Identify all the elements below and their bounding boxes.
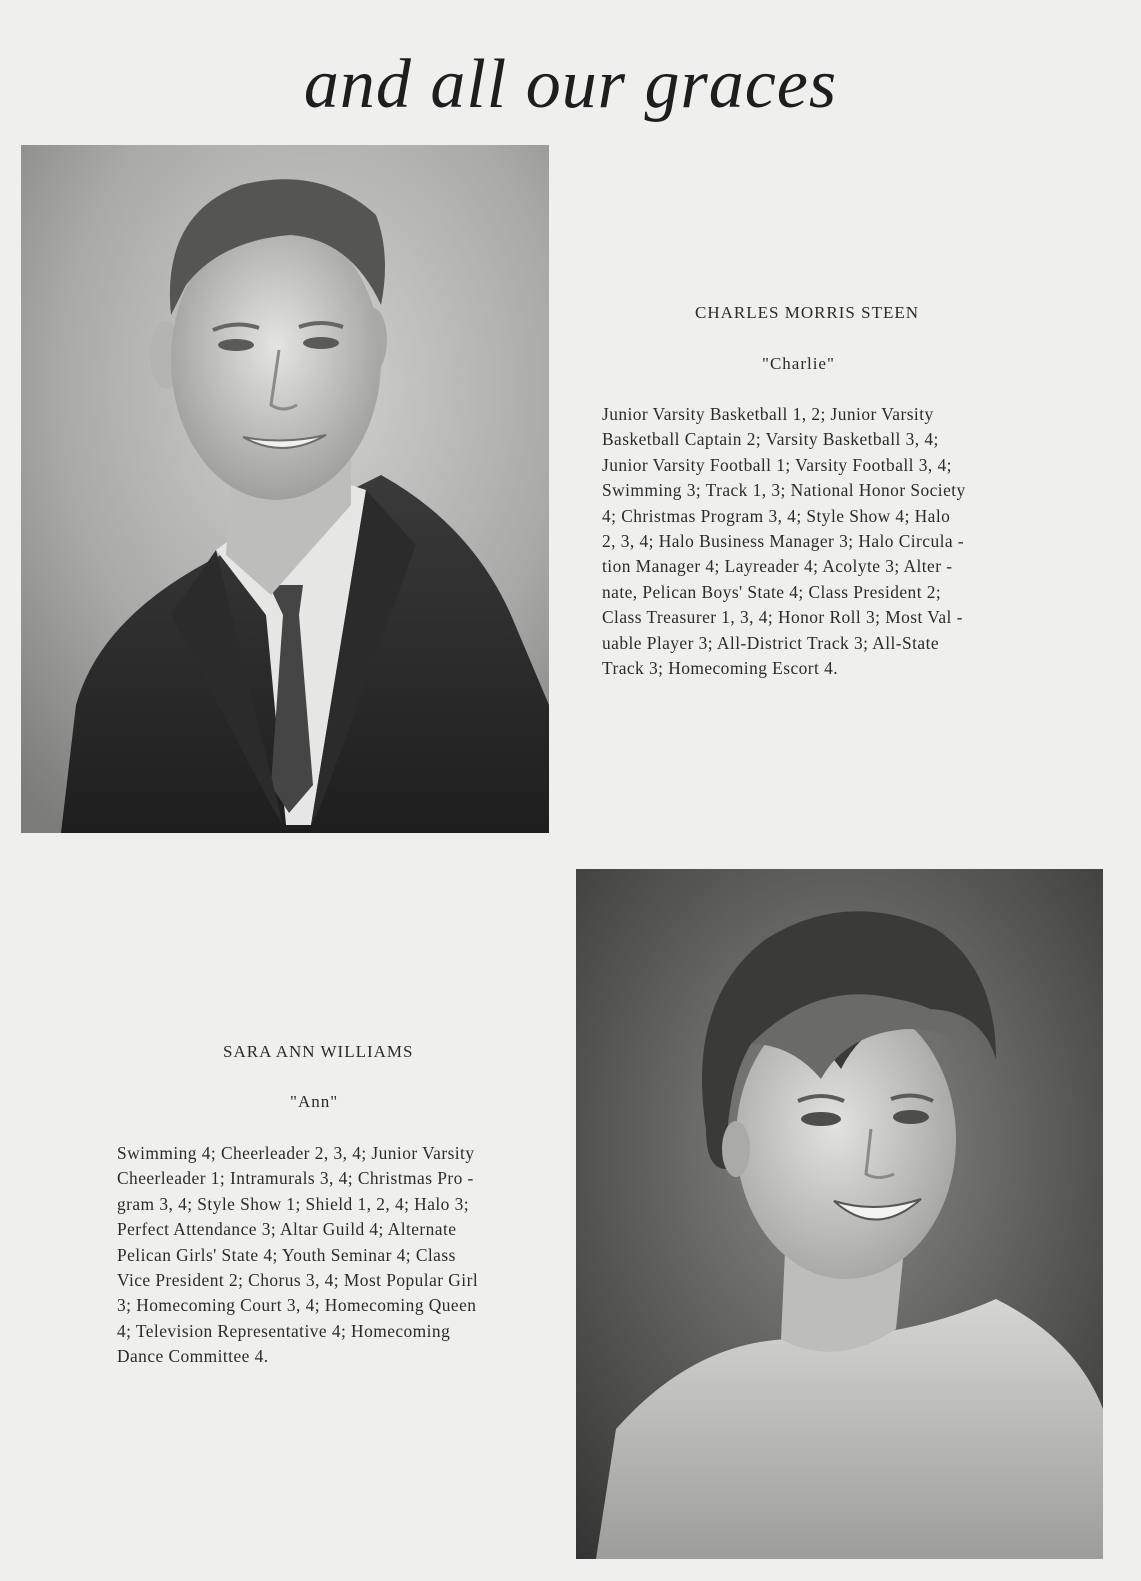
bio-line: uable Player 3; All-District Track 3; All-State <box>602 632 940 653</box>
student-nickname-charles: "Charlie" <box>762 354 835 373</box>
portrait-photo-sara <box>576 869 1103 1559</box>
bio-line: Pelican Girls' State 4; Youth Seminar 4; Class <box>117 1244 456 1265</box>
bio-line: 3; Homecoming Court 3, 4; Homecoming Queen <box>117 1295 477 1316</box>
bio-line: Perfect Attendance 3; Altar Guild 4; Alternate <box>117 1219 457 1240</box>
student-activities-sara <box>117 1141 478 1370</box>
bio-line: Swimming 4; Cheerleader 2, 3, 4; Junior Varsity <box>117 1143 475 1163</box>
student-nickname-sara: "Ann" <box>290 1092 339 1111</box>
bio-line: Swimming 3; Track 1, 3; National Honor Society <box>602 480 966 501</box>
bio-line: 4; Christmas Program 3, 4; Style Show 4; Halo <box>602 505 951 526</box>
bio-line: Dance Committee 4. <box>117 1346 269 1367</box>
bio-line: 4; Television Representative 4; Homecoming <box>117 1320 451 1341</box>
bio-line: 2, 3, 4; Halo Business Manager 3; Halo Circula - <box>602 531 965 552</box>
student-name-charles: CHARLES MORRIS STEEN <box>695 303 920 322</box>
bio-line: Junior Varsity Basketball 1, 2; Junior Varsity <box>602 404 934 424</box>
bio-line: Class Treasurer 1, 3, 4; Honor Roll 3; Most Val - <box>602 607 963 628</box>
bio-line: tion Manager 4; Layreader 4; Acolyte 3; Alter - <box>602 556 953 577</box>
portrait-photo-charles <box>21 145 549 833</box>
bio-line: Track 3; Homecoming Escort 4. <box>602 658 839 679</box>
bio-line: Cheerleader 1; Intramurals 3, 4; Christmas Pro - <box>117 1168 474 1189</box>
bio-line: gram 3, 4; Style Show 1; Shield 1, 2, 4; Halo 3; <box>117 1193 470 1214</box>
student-name-sara: SARA ANN WILLIAMS <box>223 1042 414 1061</box>
student-activities-charles <box>602 402 966 681</box>
page-title: and all our graces <box>303 46 838 123</box>
bio-line: Vice President 2; Chorus 3, 4; Most Popular Girl <box>117 1270 479 1291</box>
bio-line: Junior Varsity Football 1; Varsity Football 3, 4; <box>602 454 952 475</box>
bio-line: Basketball Captain 2; Varsity Basketball 3, 4; <box>602 429 939 450</box>
bio-line: nate, Pelican Boys' State 4; Class President 2; <box>602 581 942 602</box>
